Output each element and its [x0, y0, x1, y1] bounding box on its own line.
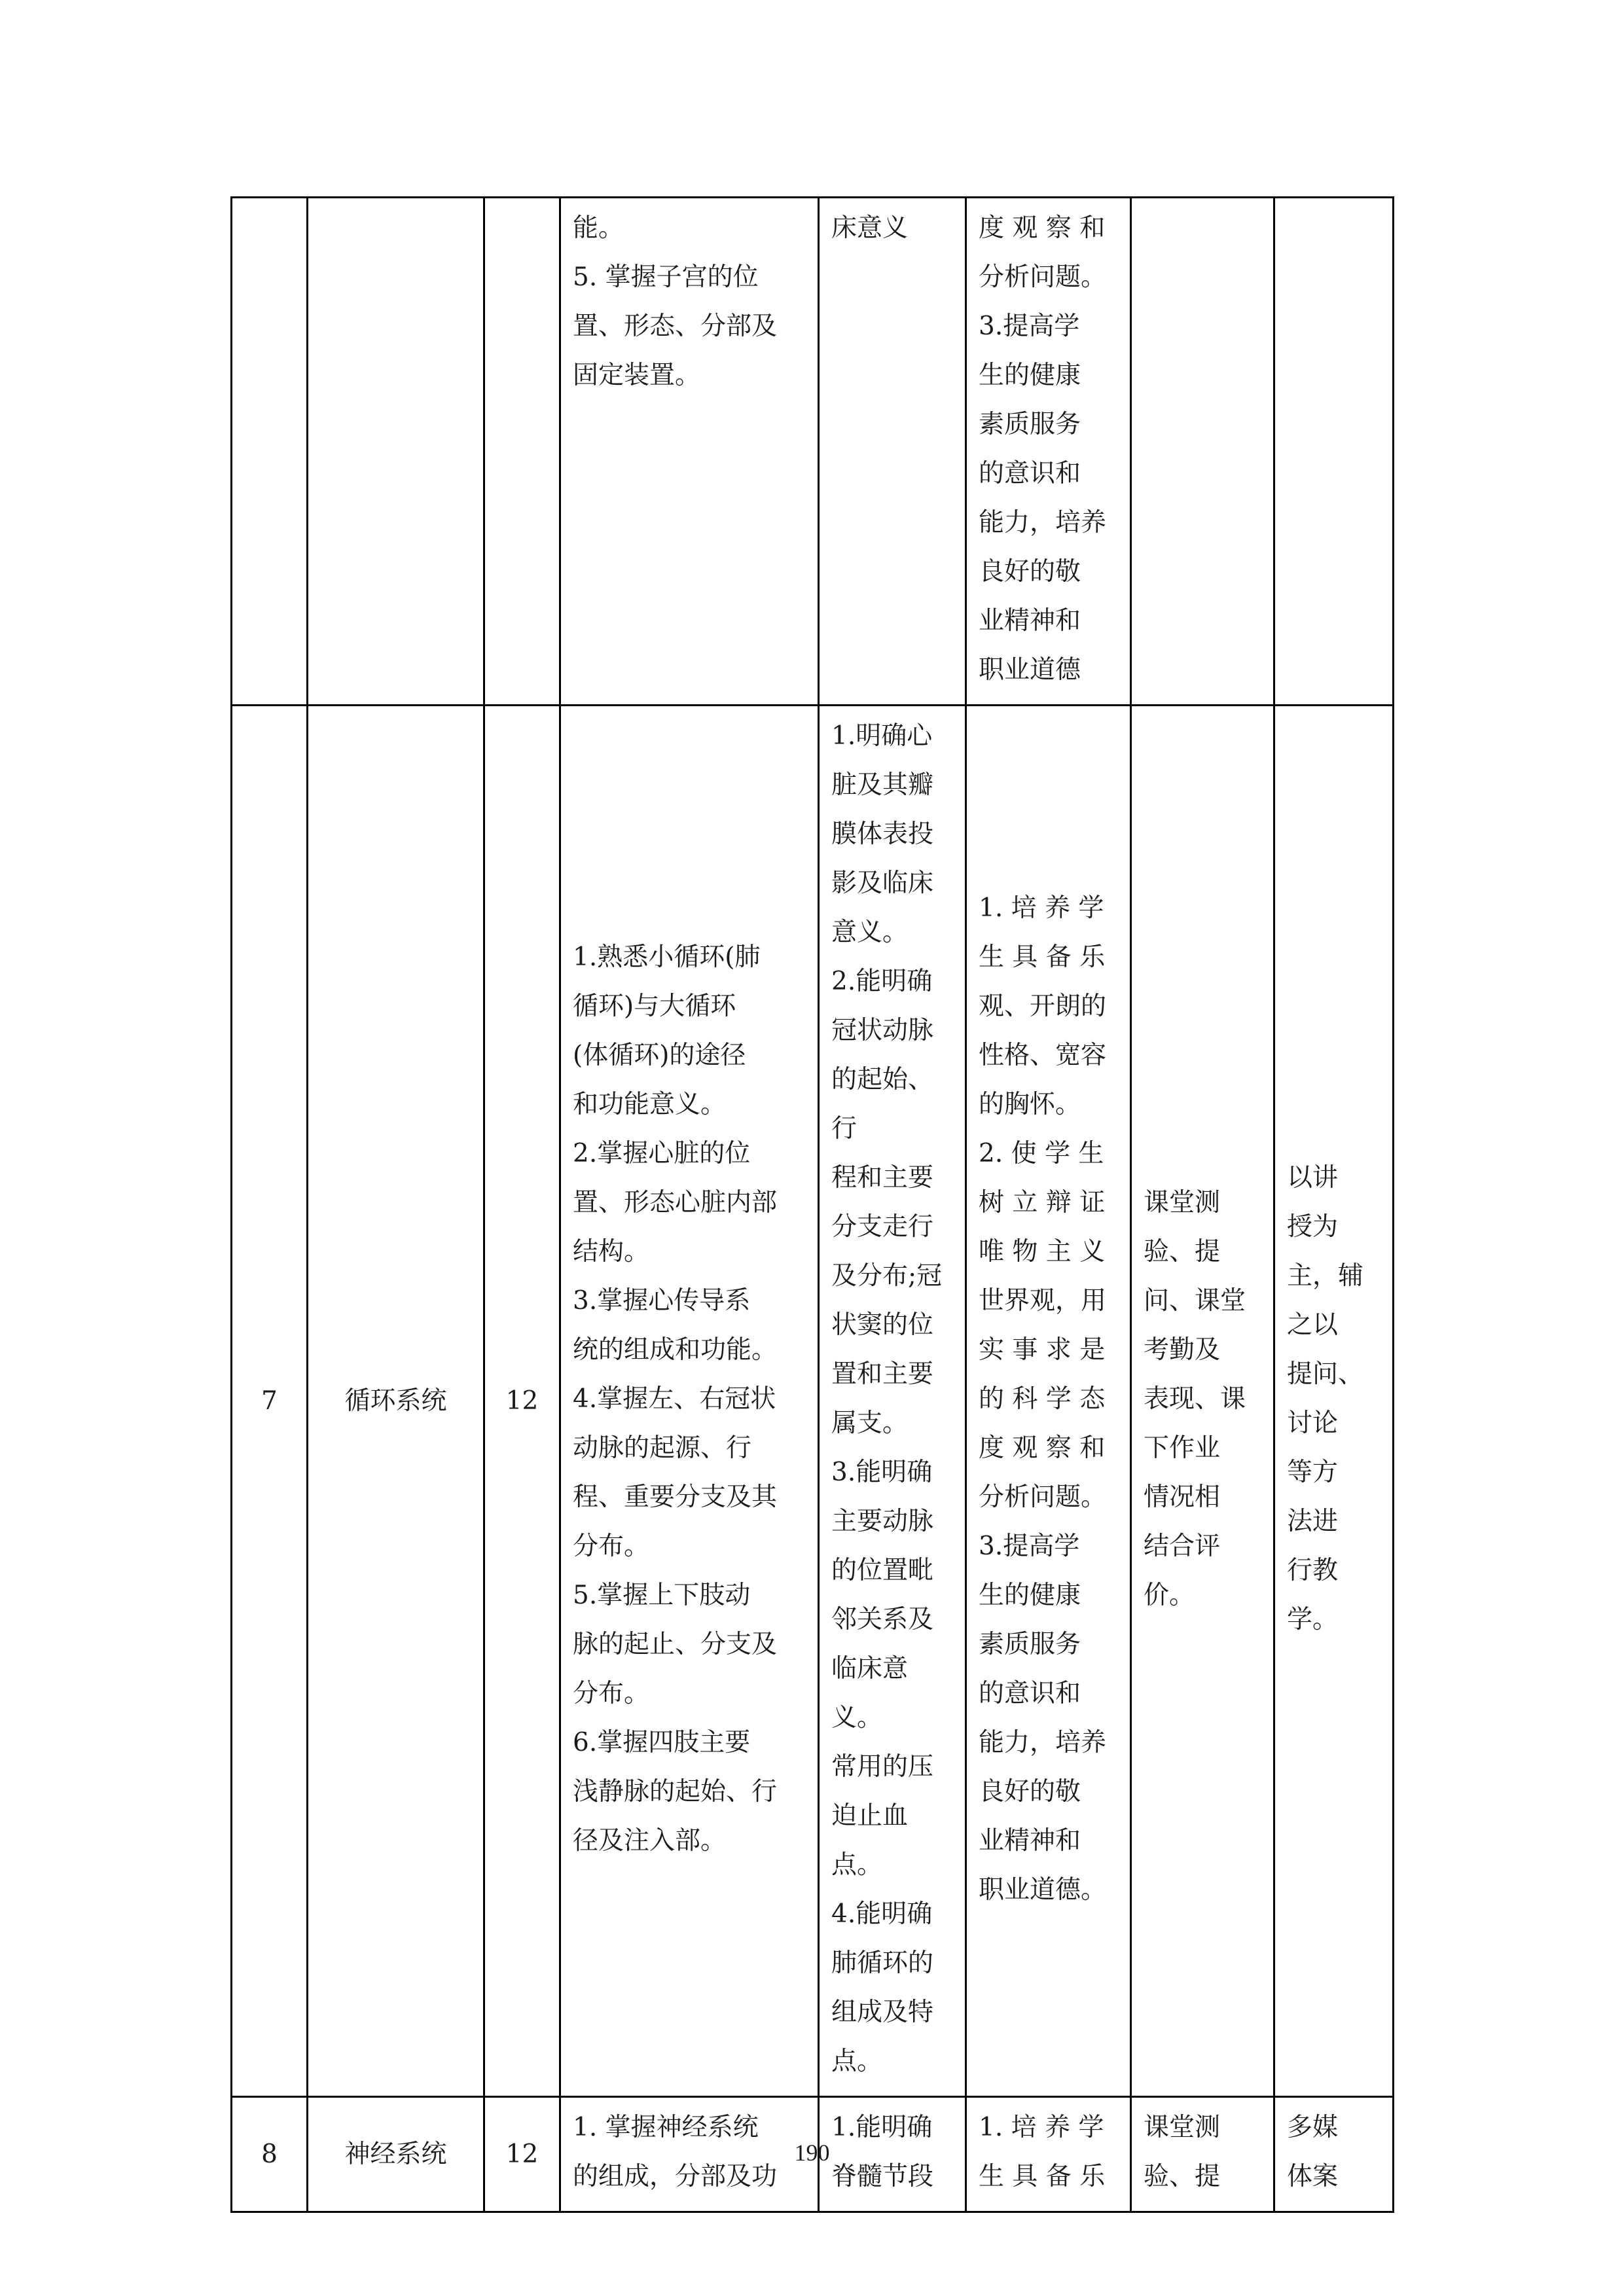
- quality-cell: [966, 706, 1131, 2097]
- skill-line: 点。: [831, 2047, 883, 2076]
- skill-line: 迫止血点。: [831, 1801, 909, 1880]
- quality-line: 能力，培养: [979, 508, 1107, 537]
- quality-line: 度 观 察 和: [979, 1433, 1106, 1463]
- goal-line: 固定装置。: [573, 361, 701, 390]
- quality-line: 世界观，用: [979, 1285, 1107, 1316]
- method-line: 主，辅: [1287, 1261, 1364, 1291]
- quality-line: 的 科 学 态: [979, 1384, 1106, 1414]
- table-row: [232, 706, 1394, 2097]
- skill-line: 床意义: [831, 213, 909, 243]
- table-row: [232, 198, 1394, 706]
- method-line: 提问、: [1287, 1359, 1364, 1389]
- goal-line: 置、形态、分部及: [573, 312, 778, 341]
- goal-line: 循环)与大循环: [573, 991, 736, 1021]
- goal-line: 脉的起止、分支及: [573, 1629, 778, 1659]
- quality-line: 的胸怀。: [979, 1089, 1081, 1119]
- class-hours: [484, 198, 560, 706]
- skill-line: 的位置毗: [831, 1556, 934, 1585]
- quality-line: 业精神和: [979, 1825, 1081, 1856]
- quality-line: 良好的敬: [979, 557, 1081, 586]
- quality-line: 业精神和: [979, 606, 1081, 636]
- method-line: 学。: [1287, 1605, 1339, 1634]
- assess-line: 下作业: [1144, 1433, 1221, 1463]
- skill-line: 肺循环的: [831, 1948, 934, 1978]
- skill-line: 2.能明确: [831, 967, 933, 996]
- goal-line: 分布。: [573, 1678, 650, 1708]
- quality-line: 唯 物 主 义: [979, 1236, 1106, 1266]
- quality-line: 分析问题。: [979, 262, 1107, 292]
- goal-line: 4.掌握左、右冠状: [573, 1384, 776, 1414]
- skill-line: 邻关系及: [831, 1605, 934, 1634]
- quality-line: 生 具 备 乐: [979, 942, 1106, 972]
- assess-line: 价。: [1144, 1580, 1195, 1610]
- system-name: [308, 198, 484, 706]
- goal-line: 能。: [573, 213, 624, 243]
- goal-line: 置、形态心脏内部: [573, 1187, 778, 1217]
- assess-line: 结合评: [1144, 1531, 1221, 1561]
- quality-line: 3.提高学: [979, 312, 1080, 341]
- goal-line: 和功能意义。: [573, 1089, 727, 1119]
- table-body: [232, 198, 1394, 2212]
- skill-cell: [819, 706, 966, 2097]
- skill-line: 脏及其瓣: [831, 770, 934, 800]
- method-line: 以讲: [1287, 1163, 1339, 1193]
- row-number: [232, 198, 308, 706]
- quality-line: 性格、宽容: [979, 1040, 1107, 1070]
- skill-line: 分支走行: [831, 1212, 934, 1242]
- method-cell: [1274, 706, 1394, 2097]
- quality-line: 职业道德: [979, 655, 1081, 685]
- row-number: 7: [232, 706, 308, 2097]
- skill-line: 状窦的位: [831, 1310, 934, 1340]
- quality-line: 分析问题。: [979, 1482, 1107, 1512]
- row-number: 8: [232, 2097, 308, 2212]
- quality-line: 素质服务: [979, 410, 1081, 439]
- class-hours: 12: [484, 706, 560, 2097]
- skill-line: 4.能明确: [831, 1899, 933, 1929]
- assess-line: 课堂测: [1144, 2113, 1221, 2142]
- assess-line: 情况相: [1144, 1482, 1221, 1512]
- goal-line: 5.掌握上下肢动: [573, 1580, 751, 1610]
- assess-line: 考勤及: [1144, 1335, 1221, 1365]
- goal-line: 1. 掌握神经系统: [573, 2113, 759, 2142]
- skill-cell: [819, 198, 966, 706]
- assess-line: 验、提: [1144, 1236, 1221, 1266]
- skill-line: 主要动脉: [831, 1507, 934, 1536]
- skill-line: 组成及特: [831, 1998, 934, 2027]
- method-line: 体案: [1287, 2162, 1339, 2191]
- method-line: 法进: [1287, 1507, 1339, 1536]
- goal-line: 分布。: [573, 1531, 650, 1561]
- quality-line: 能力，培养: [979, 1727, 1107, 1757]
- goal-line: 统的组成和功能。: [573, 1335, 778, 1365]
- curriculum-table: [230, 196, 1394, 2213]
- quality-line: 观、开朗的: [979, 991, 1107, 1021]
- skill-line: 程和主要: [831, 1163, 934, 1193]
- assess-line: 课堂测: [1144, 1187, 1221, 1217]
- quality-line: 良好的敬: [979, 1776, 1081, 1806]
- goal-line: 2.掌握心脏的位: [573, 1138, 751, 1168]
- quality-line: 树 立 辩 证: [979, 1187, 1106, 1217]
- goal-line: 结构。: [573, 1236, 650, 1266]
- goal-cell: [560, 706, 819, 2097]
- goal-line: 的组成，分部及功: [573, 2162, 778, 2191]
- skill-line: 常用的压: [831, 1752, 934, 1782]
- skill-line: 3.能明确: [831, 1458, 933, 1487]
- quality-line: 的意识和: [979, 459, 1081, 488]
- goal-line: 径及注入部。: [573, 1825, 727, 1856]
- assess-line: 验、提: [1144, 2162, 1221, 2191]
- goal-line: 1.熟悉小循环(肺: [573, 942, 761, 972]
- skill-line: 及分布;冠: [831, 1261, 943, 1291]
- quality-line: 3.提高学: [979, 1531, 1080, 1561]
- goal-line: 3.掌握心传导系: [573, 1285, 751, 1316]
- quality-line: 的意识和: [979, 1678, 1081, 1708]
- quality-line: 职业道德。: [979, 1874, 1107, 1905]
- quality-line: 度 观 察 和: [979, 213, 1106, 243]
- skill-line: 属支。: [831, 1408, 909, 1438]
- system-name: 神经系统: [308, 2097, 484, 2212]
- class-hours: 12: [484, 2097, 560, 2212]
- quality-line: 生的健康: [979, 1580, 1081, 1610]
- method-line: 多媒: [1287, 2113, 1339, 2142]
- goal-line: 5. 掌握子宫的位: [573, 262, 759, 292]
- quality-line: 生 具 备 乐: [979, 2162, 1106, 2191]
- quality-line: 1. 培 养 学: [979, 893, 1104, 923]
- assess-line: 表现、课: [1144, 1384, 1246, 1414]
- skill-line: 冠状动脉: [831, 1016, 934, 1045]
- method-cell: [1274, 198, 1394, 706]
- method-line: 授为: [1287, 1212, 1339, 1242]
- quality-line: 1. 培 养 学: [979, 2113, 1104, 2142]
- skill-line: 1.能明确: [831, 2113, 933, 2142]
- goal-cell: [560, 198, 819, 706]
- system-name: 循环系统: [308, 706, 484, 2097]
- quality-line: 2. 使 学 生: [979, 1138, 1104, 1168]
- skill-line: 影及临床: [831, 869, 934, 898]
- quality-line: 生的健康: [979, 361, 1081, 390]
- goal-line: 浅静脉的起始、行: [573, 1776, 778, 1806]
- method-line: 讨论: [1287, 1408, 1339, 1438]
- assess-line: 问、课堂: [1144, 1285, 1246, 1316]
- goal-line: (体循环)的途径: [573, 1040, 746, 1070]
- quality-line: 实 事 求 是: [979, 1335, 1106, 1365]
- skill-line: 1.明确心: [831, 721, 933, 751]
- assess-cell: [1131, 198, 1274, 706]
- goal-line: 程、重要分支及其: [573, 1482, 778, 1512]
- method-line: 行教: [1287, 1556, 1339, 1585]
- quality-line: 素质服务: [979, 1629, 1081, 1659]
- goal-line: 动脉的起源、行: [573, 1433, 752, 1463]
- method-line: 等方: [1287, 1458, 1339, 1487]
- skill-line: 意义。: [831, 918, 909, 947]
- method-line: 之以: [1287, 1310, 1339, 1340]
- skill-line: 的起始、行: [831, 1065, 934, 1143]
- assess-cell: [1131, 706, 1274, 2097]
- skill-line: 临床意义。: [831, 1654, 909, 1732]
- skill-line: 置和主要: [831, 1359, 934, 1389]
- goal-line: 6.掌握四肢主要: [573, 1727, 751, 1757]
- skill-line: 脊髓节段: [831, 2162, 934, 2191]
- quality-cell: [966, 198, 1131, 706]
- skill-line: 膜体表投: [831, 819, 934, 849]
- page-number: 190: [794, 2140, 830, 2166]
